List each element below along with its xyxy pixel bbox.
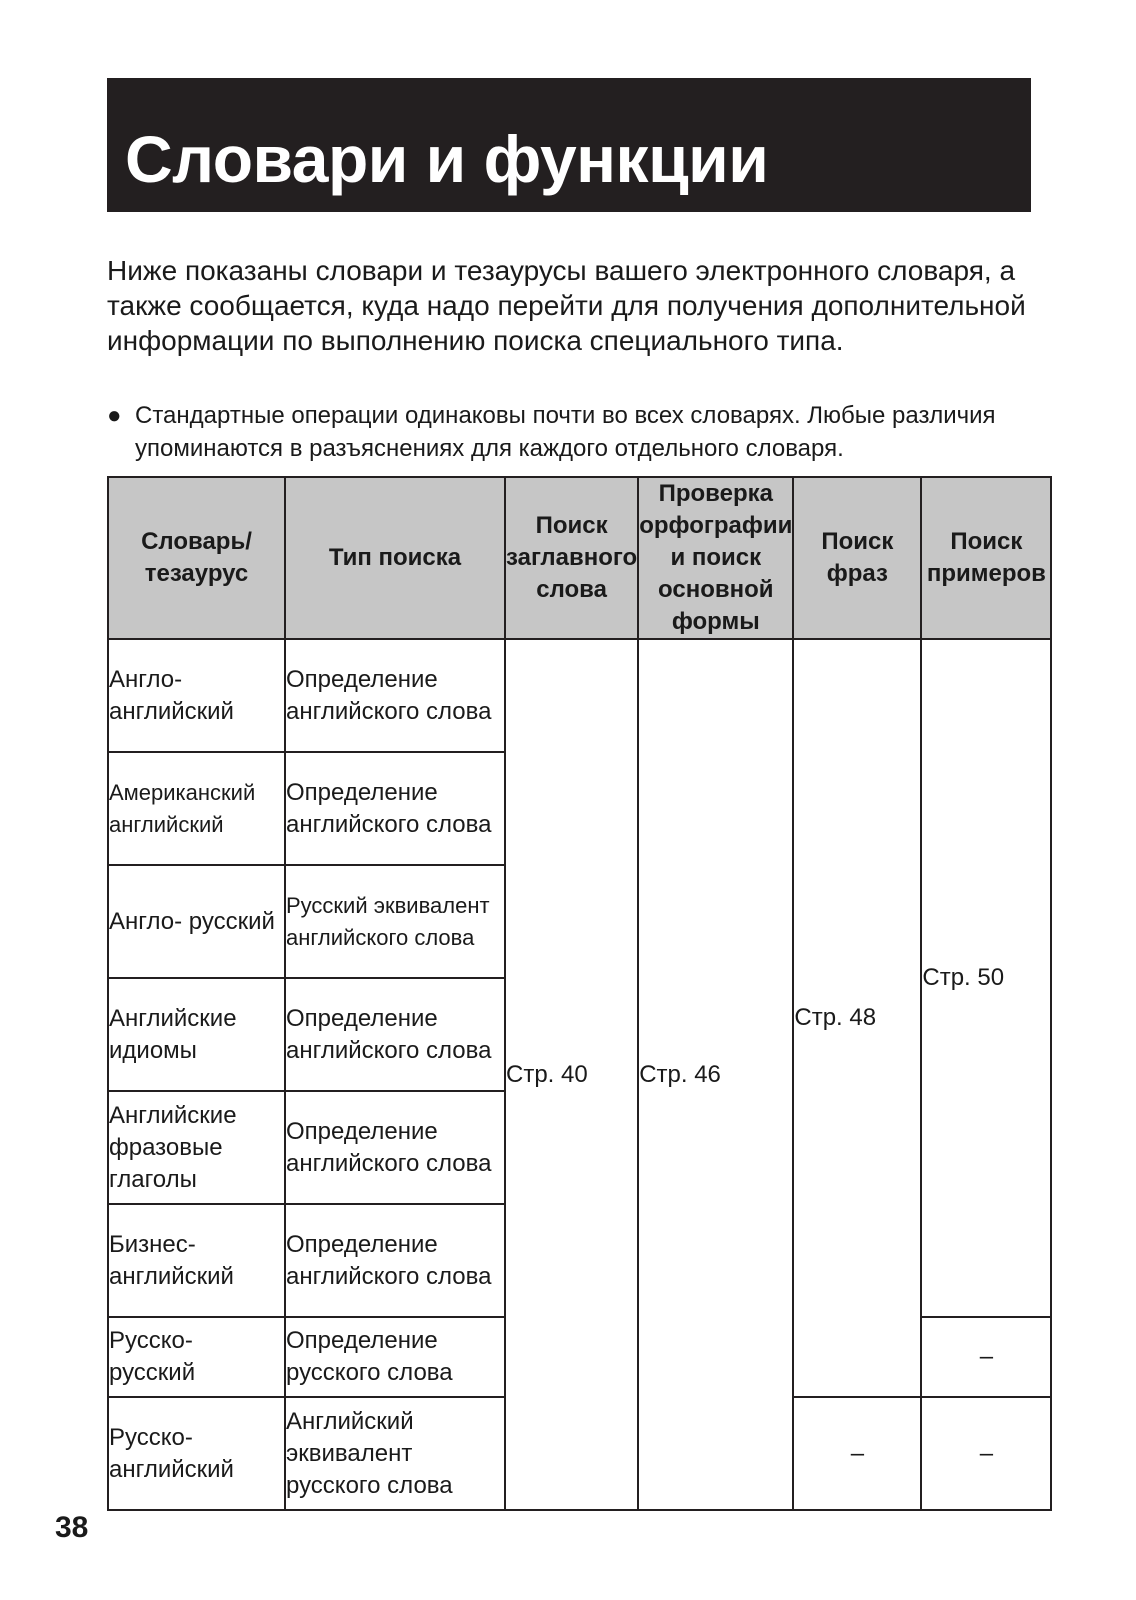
dictionary-name: Английские идиомы: [108, 978, 285, 1091]
example-dash: –: [921, 1397, 1051, 1510]
search-type: Определение английского слова: [285, 639, 505, 752]
note-text: Стандартные операции одинаковы почти во всех словарях. Любые различия упоминаются в разъяснениях для каждого отдельного словаря.: [135, 402, 996, 462]
dictionary-name: Бизнес- английский: [108, 1204, 285, 1317]
example-dash: –: [921, 1317, 1051, 1397]
dictionary-table: [107, 476, 1052, 1511]
header-search-type: Тип поиска: [285, 477, 505, 639]
dictionary-name: Русско- русский: [108, 1317, 285, 1397]
search-type: Определение английского слова: [285, 1204, 505, 1317]
header-spellcheck: Проверка орфографии и поиск основной формы: [638, 477, 793, 639]
spellcheck-page-ref: Стр. 46: [638, 639, 793, 1510]
page-number: 38: [55, 1511, 89, 1544]
note: [107, 399, 1047, 465]
phrase-page-ref: Стр. 48: [793, 639, 921, 1397]
search-type: Определение английского слова: [285, 1091, 505, 1204]
intro-paragraph: Ниже показаны словари и тезаурусы вашего электронного словаря, а также сообщается, куда надо перейти для получения дополнительной информации по выполнению поиска специального типа.: [107, 255, 1026, 356]
header-dictionary: Словарь/ тезаурус: [108, 477, 285, 639]
search-type: Определение английского слова: [285, 752, 505, 865]
search-type: Определение русского слова: [285, 1317, 505, 1397]
search-type: Определение английского слова: [285, 978, 505, 1091]
header-phrase-search: Поиск фраз: [793, 477, 921, 639]
headword-page-ref: Стр. 40: [505, 639, 638, 1510]
title-bar: [107, 78, 1031, 212]
page-title: Словари и функции: [125, 122, 769, 196]
header-headword-search: Поиск заглавного слова: [505, 477, 638, 639]
dictionary-name: Англо- английский: [108, 639, 285, 752]
search-type: Русский эквивалент английского слова: [285, 865, 505, 978]
bullet-icon: ●: [107, 402, 122, 429]
dictionary-name: Английские фразовые глаголы: [108, 1091, 285, 1204]
example-page-ref: Стр. 50: [921, 639, 1051, 1317]
table-header-row: [108, 477, 1051, 639]
dictionary-name: Русско- английский: [108, 1397, 285, 1510]
dictionary-name: Англо- русский: [108, 865, 285, 978]
header-example-search: Поиск примеров: [921, 477, 1051, 639]
phrase-dash: –: [793, 1397, 921, 1510]
dictionary-name: Американский английский: [108, 752, 285, 865]
search-type: Английский эквивалент русского слова: [285, 1397, 505, 1510]
table-row: [108, 639, 1051, 752]
